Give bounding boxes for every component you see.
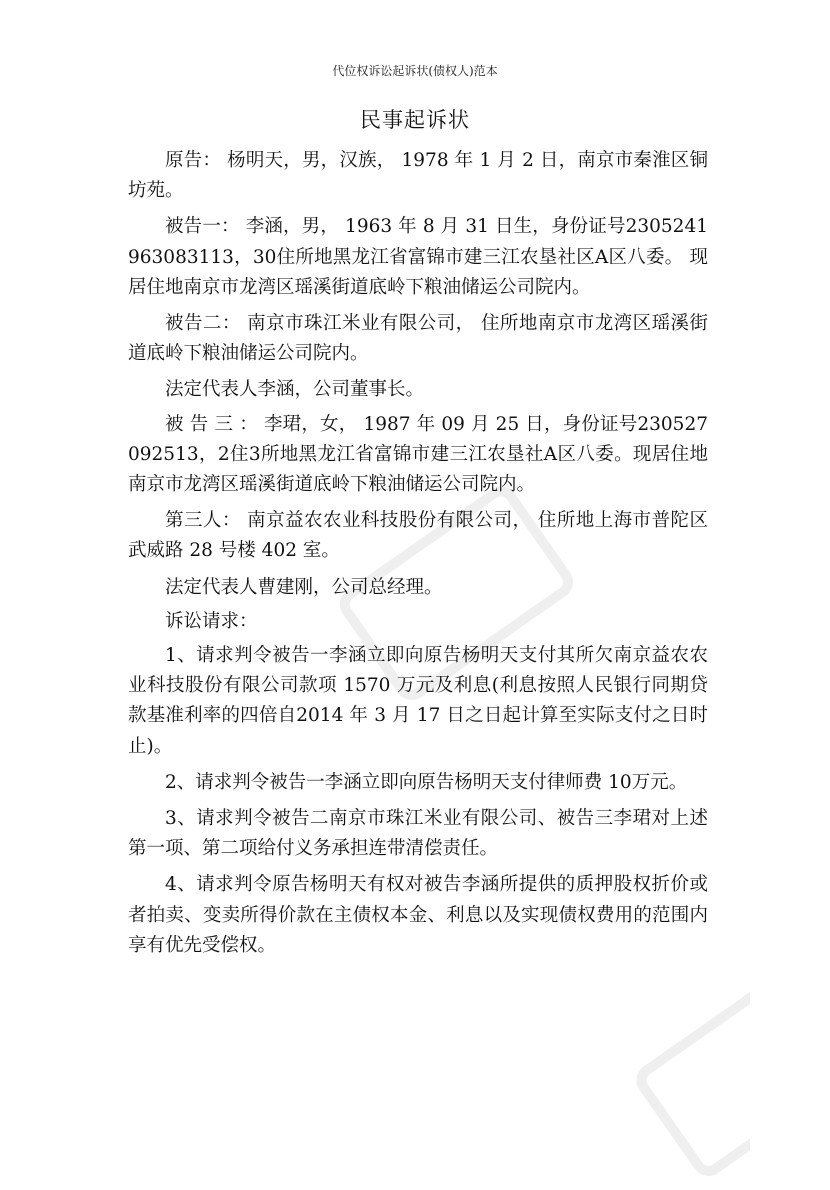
paragraph-legal-rep-third: 法定代表人曹建刚，公司总经理。 [165, 576, 443, 598]
paragraph-defendant-two: 被告二： 南京市珠江米业有限公司， 住所地南京市龙湾区瑶溪街道底岭下粮油储运公司院内。 [128, 313, 708, 365]
paragraph-plaintiff: 原告： 杨明天，男，汉族， 1978 年 1 月 2 日，南京市秦淮区铜坊苑。 [128, 150, 708, 202]
paragraph-defendant-one: 被告一： 李涵，男， 1963 年 8 月 31 日生，身份证号230524196308311​3，30住所地黑龙江省富锦市建三江农垦社区A区八委。 现居住地南京市龙湾区瑶溪街道底岭下粮油储运公司院内。 [128, 216, 708, 298]
paragraph-claims-heading: 诉讼请求： [165, 610, 258, 632]
document-title: 民事起诉状 [360, 108, 470, 132]
paragraph-claim-1: 1、请求判令被告一李涵立即向原告杨明天支付其所欠南京益农农业科技股份有限公司款项 1570 万元及利息(利息按照人民银行同期贷款基准利率的四倍自2014 年 3 月 17 日之日起计算至实际支付之日时止)。 [128, 645, 708, 757]
paragraph-claim-2: 2、请求判令被告一李涵立即向原告杨明天支付律师费 10万元。 [165, 771, 688, 793]
paragraph-claim-4: 4、请求判令原告杨明天有权对被告李涵所提供的质押股权折价或者拍卖、变卖所得价款在主债权本金、利息以及实现债权费用的范围内享有优先受偿权。 [128, 874, 708, 956]
paragraph-claim-3: 3、请求判令被告二南京市珠江米业有限公司、被告三李珺对上述第一项、第二项给付义务承担连带清偿责任。 [128, 808, 708, 860]
page-header: 代位权诉讼起诉状(债权人)范本 [332, 64, 498, 78]
paragraph-third-party: 第三人： 南京益农农业科技股份有限公司， 住所地上海市普陀区武威路 28 号楼 402 室。 [128, 510, 708, 562]
paragraph-legal-rep-two: 法定代表人李涵，公司董事长。 [165, 379, 425, 401]
document-body [128, 146, 708, 967]
paragraph-defendant-three: 被 告 三 ： 李珺，女， 1987 年 09 月 25 日，身份证号230527092513，2住3所地黑龙江省富锦市建三江农垦社A区八委。现居住地南京市龙湾区瑶溪街道底岭下粮油储运公司院内。 [128, 413, 708, 496]
